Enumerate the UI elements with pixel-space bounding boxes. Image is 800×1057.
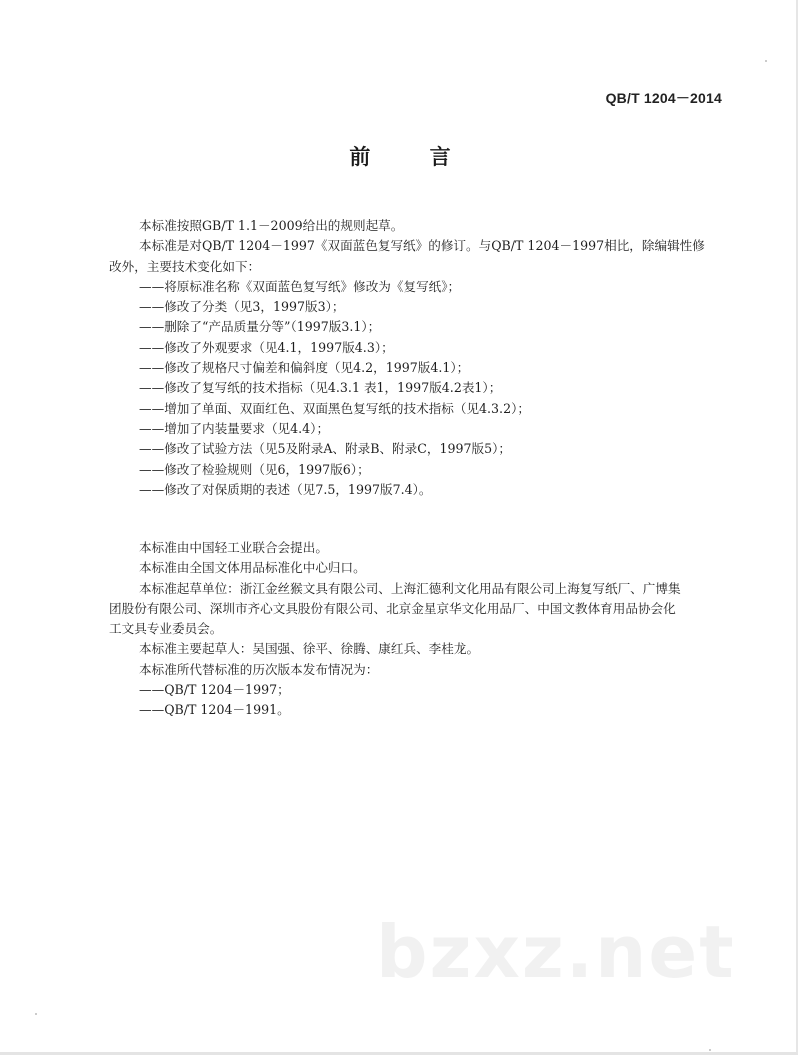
scan-speck <box>709 1049 711 1051</box>
watermark: bzxz.net <box>376 910 736 994</box>
change-item: ——增加了单面、双面红色、双面黑色复写纸的技术指标（见4.3.2）； <box>139 400 530 416</box>
proposed-by: 本标准由中国轻工业联合会提出。 <box>139 540 328 555</box>
intro-line-revision-cont: 改外，主要技术变化如下： <box>109 258 261 274</box>
change-item: ——删除了“产品质量分等”（1997版3.1）； <box>139 319 381 335</box>
standard-code: QB/T 1204－2014 <box>605 90 722 106</box>
change-item: ——修改了对保质期的表述（见7.5，1997版7.4）。 <box>139 481 432 497</box>
intro-line-revision: 本标准是对QB/T 1204－1997《双面蓝色复写纸》的修订。与QB/T 1204－1997相比，除编辑性修 <box>139 238 705 254</box>
main-drafters: 本标准主要起草人：吴国强、徐平、徐腾、康红兵、李桂龙。 <box>139 641 480 657</box>
change-item: ——修改了规格尺寸偏差和偏斜度（见4.2，1997版4.1）； <box>139 360 470 376</box>
change-item: ——修改了检验规则（见6，1997版6）； <box>139 461 370 477</box>
change-item: ——将原标准名称《双面蓝色复写纸》修改为《复写纸》； <box>139 278 461 294</box>
intro-line-drafting-rules: 本标准按照GB/T 1.1－2009给出的规则起草。 <box>139 218 404 233</box>
page-title: 前 言 <box>349 145 477 169</box>
drafting-units: 本标准起草单位：浙江金丝猴文具有限公司、上海汇德利文化用品有限公司上海复写纸厂、广博集 <box>139 580 681 596</box>
change-item: ——修改了外观要求（见4.1，1997版4.3）； <box>139 339 394 355</box>
drafting-units-cont: 工文具专业委员会。 <box>109 621 223 637</box>
history-item: ——QB/T 1204－1991。 <box>139 702 290 718</box>
scan-speck <box>35 1013 37 1015</box>
history-item: ——QB/T 1204－1997； <box>139 682 290 698</box>
foreword-info <box>109 538 733 721</box>
foreword-body <box>109 216 733 500</box>
changes-list <box>113 277 733 500</box>
scan-speck <box>765 60 767 62</box>
history-intro: 本标准所代替标准的历次版本发布情况为： <box>139 661 379 677</box>
centralized-by: 本标准由全国文体用品标准化中心归口。 <box>139 560 366 576</box>
change-item: ——修改了试验方法（见5及附录A、附录B、附录C，1997版5）； <box>139 441 512 457</box>
change-item: ——修改了复写纸的技术指标（见4.3.1 表1，1997版4.2表1）； <box>139 380 502 396</box>
drafting-units-cont: 团股份有限公司、深圳市齐心文具股份有限公司、北京金星京华文化用品厂、中国文教体育用品协会化 <box>109 600 676 616</box>
change-item: ——修改了分类（见3，1997版3）； <box>139 299 345 315</box>
change-item: ——增加了内装量要求（见4.4）； <box>139 420 330 436</box>
